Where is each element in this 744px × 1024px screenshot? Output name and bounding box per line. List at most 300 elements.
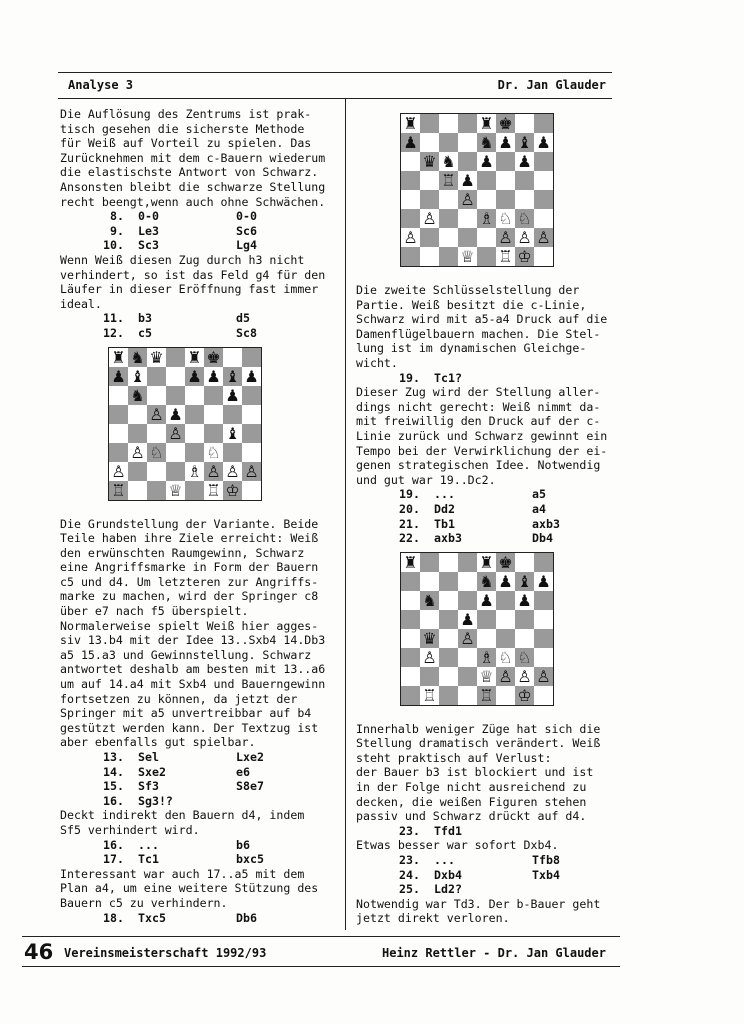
move-number: 13. xyxy=(103,750,124,764)
white-move: 0-0 xyxy=(138,209,159,224)
chess-piece-icon: ♙ xyxy=(536,666,551,686)
board-square xyxy=(458,591,477,610)
board-square xyxy=(496,610,515,629)
board-square xyxy=(166,367,185,386)
footer-left: Vereinsmeisterschaft 1992/93 xyxy=(64,946,267,960)
board-square xyxy=(458,114,477,133)
board-square xyxy=(185,424,204,443)
footer-rule-top xyxy=(22,936,620,937)
text-line: Partie. Weiß besitzt die c-Linie, xyxy=(356,297,587,312)
board-square xyxy=(515,610,534,629)
chess-piece-icon: ♘ xyxy=(517,209,532,228)
chess-piece-icon: ♞ xyxy=(130,347,145,367)
board-square xyxy=(534,114,553,133)
chess-piece-icon: ♙ xyxy=(403,228,418,247)
chess-piece-icon: ♟ xyxy=(403,133,418,152)
board-square xyxy=(534,190,553,209)
board-square xyxy=(477,190,496,209)
chess-piece-icon: ♛ xyxy=(149,347,164,367)
white-move: ... xyxy=(138,837,159,852)
text-line: Springer mit a5 unvertreibbar auf b4 xyxy=(60,706,312,721)
white-move: Tfd1 xyxy=(434,823,462,838)
board-square xyxy=(109,386,128,405)
board-square xyxy=(534,247,553,266)
black-move: axb3 xyxy=(532,516,560,531)
chess-piece-icon: ♟ xyxy=(517,152,532,171)
chess-piece-icon: ♟ xyxy=(168,404,183,424)
chess-piece-icon: ♔ xyxy=(225,480,240,500)
board-square xyxy=(420,610,439,629)
move-number: 14. xyxy=(103,764,124,779)
text-line: mit freiwillig den Druck auf der c- xyxy=(356,414,601,429)
black-move: b6 xyxy=(236,837,250,852)
chess-piece-icon: ♞ xyxy=(130,385,145,405)
text-line: fortsetzen zu können, da jetzt der xyxy=(60,691,298,706)
board-square xyxy=(439,648,458,667)
board-square xyxy=(477,247,496,266)
black-move: Db4 xyxy=(532,531,553,546)
move-row xyxy=(60,765,342,780)
black-move: Lg4 xyxy=(236,238,257,253)
move-number: 16. xyxy=(103,837,124,852)
text-line: wicht. xyxy=(356,355,398,370)
chess-piece-icon: ♕ xyxy=(479,666,494,686)
chess-piece-icon: ♙ xyxy=(517,228,532,247)
move-number: 22. xyxy=(399,531,420,546)
text-line: Schwarz wird mit a5-a4 Druck auf die xyxy=(356,312,608,327)
chess-piece-icon: ♘ xyxy=(149,442,164,462)
board-square xyxy=(242,424,261,443)
header-right: Dr. Jan Glauder xyxy=(497,78,606,92)
board-square xyxy=(147,424,166,443)
chess-piece-icon: ♙ xyxy=(244,461,259,481)
board-square xyxy=(477,610,496,629)
board-square xyxy=(439,629,458,648)
move-row xyxy=(356,853,626,868)
chess-piece-icon: ♙ xyxy=(460,190,475,209)
footer-right: Heinz Rettler - Dr. Jan Glauder xyxy=(382,946,606,960)
board-square xyxy=(242,405,261,424)
move-row xyxy=(356,371,626,386)
chess-piece-icon: ♖ xyxy=(441,171,456,190)
page-header xyxy=(58,78,612,98)
text-line: Interessant war auch 17..a5 mit dem xyxy=(60,866,305,881)
text-line: die elastischste Antwort von Schwarz. xyxy=(60,165,319,180)
move-number: 19. xyxy=(399,487,420,502)
move-row xyxy=(356,824,626,839)
chess-piece-icon: ♙ xyxy=(517,666,532,686)
white-move: Tb1 xyxy=(434,516,455,531)
chess-piece-icon: ♝ xyxy=(130,366,145,386)
white-move: ... xyxy=(434,487,455,502)
board-square xyxy=(534,610,553,629)
board-square xyxy=(534,686,553,705)
black-move: a5 xyxy=(532,487,546,502)
board-square xyxy=(458,667,477,686)
board-square xyxy=(477,228,496,247)
text-line: Plan a4, um eine weitere Stützung des xyxy=(60,881,319,896)
board-square xyxy=(185,481,204,500)
board-square xyxy=(496,152,515,171)
text-line: über e7 nach f5 überspielt. xyxy=(60,604,249,619)
move-number: 19. xyxy=(399,370,420,385)
move-row xyxy=(60,326,342,341)
board-square xyxy=(166,348,185,367)
board-square xyxy=(534,591,553,610)
black-move: 0-0 xyxy=(236,209,257,224)
black-move: d5 xyxy=(236,311,250,326)
left-column xyxy=(60,107,342,925)
text-line: Wenn Weiß diesen Zug durch h3 nicht xyxy=(60,252,305,267)
text-line: Sf5 verhindert wird. xyxy=(60,822,200,837)
board-square xyxy=(128,462,147,481)
board-square xyxy=(128,405,147,424)
board-square xyxy=(458,152,477,171)
chess-piece-icon: ♟ xyxy=(536,571,551,591)
white-move: Txc5 xyxy=(138,910,166,925)
board-square xyxy=(534,171,553,190)
move-number: 12. xyxy=(103,325,124,340)
move-number: 25. xyxy=(399,882,420,897)
chess-piece-icon: ♝ xyxy=(225,366,240,386)
chess-piece-icon: ♘ xyxy=(498,647,513,667)
black-move: Txb4 xyxy=(532,867,560,882)
board-square xyxy=(496,190,515,209)
text-line: Teile haben ihre Ziele erreicht: Weiß xyxy=(60,531,319,546)
chess-piece-icon: ♜ xyxy=(187,347,202,367)
board-square xyxy=(439,228,458,247)
text-line: und gut war 19..Dc2. xyxy=(356,472,496,487)
text-line: Dieser Zug wird der Stellung aller- xyxy=(356,385,601,400)
text-line: Damenflügelbauern machen. Die Stel- xyxy=(356,326,601,341)
text-line: c5 und d4. Um letzteren zur Angriffs- xyxy=(60,574,319,589)
board-square xyxy=(458,686,477,705)
move-row xyxy=(60,911,342,926)
chess-piece-icon: ♞ xyxy=(479,571,494,591)
board-square xyxy=(401,667,420,686)
chess-piece-icon: ♟ xyxy=(111,366,126,386)
board-square xyxy=(242,386,261,405)
chess-piece-icon: ♟ xyxy=(498,571,513,591)
chess-piece-icon: ♟ xyxy=(225,385,240,405)
chess-piece-icon: ♕ xyxy=(168,480,183,500)
text-line: Ansonsten bleibt die schwarze Stellung xyxy=(60,179,326,194)
board-square xyxy=(496,629,515,648)
text-line: in der Folge nicht ausreichend zu xyxy=(356,780,587,795)
board-square xyxy=(439,133,458,152)
text-line: Normalerweise spielt Weiß hier agges- xyxy=(60,618,319,633)
board-square xyxy=(401,629,420,648)
move-row xyxy=(60,238,342,253)
white-move: Sel xyxy=(138,750,159,764)
black-move: e6 xyxy=(236,764,250,779)
chess-piece-icon: ♖ xyxy=(111,480,126,500)
move-number: 18. xyxy=(103,910,124,925)
board-square xyxy=(458,228,477,247)
move-number: 16. xyxy=(103,793,124,808)
right-column xyxy=(356,107,626,926)
move-number: 8. xyxy=(110,209,124,224)
board-square xyxy=(515,629,534,648)
chess-piece-icon: ♘ xyxy=(498,209,513,228)
board-square xyxy=(401,610,420,629)
board-square xyxy=(147,367,166,386)
move-row xyxy=(356,502,626,517)
board-square xyxy=(166,386,185,405)
chess-piece-icon: ♟ xyxy=(187,366,202,386)
move-number: 10. xyxy=(103,238,124,253)
text-line: Die Auflösung des Zentrums ist prak- xyxy=(60,107,312,121)
text-line: Innerhalb weniger Züge hat sich die xyxy=(356,721,601,736)
move-row xyxy=(60,750,342,765)
board-square xyxy=(496,686,515,705)
text-line: Die Grundstellung der Variante. Beide xyxy=(60,516,319,531)
board-square xyxy=(166,462,185,481)
chess-piece-icon: ♟ xyxy=(244,366,259,386)
move-number: 11. xyxy=(103,311,124,326)
board-square xyxy=(147,481,166,500)
chess-piece-icon: ♟ xyxy=(536,133,551,152)
board-square xyxy=(439,553,458,572)
move-number: 9. xyxy=(110,223,124,238)
chess-piece-icon: ♙ xyxy=(498,228,513,247)
chess-piece-icon: ♕ xyxy=(460,247,475,266)
board-square xyxy=(439,114,458,133)
board-square xyxy=(439,209,458,228)
white-move: Sg3!? xyxy=(138,793,173,808)
chess-piece-icon: ♟ xyxy=(479,590,494,610)
text-line: dings nicht gerecht: Weiß nimmt da- xyxy=(356,399,601,414)
board-square xyxy=(401,209,420,228)
move-row xyxy=(356,487,626,502)
move-number: 23. xyxy=(399,823,420,838)
board-square xyxy=(420,247,439,266)
chess-piece-icon: ♙ xyxy=(130,442,145,462)
white-move: Tc1? xyxy=(434,370,462,385)
chess-piece-icon: ♝ xyxy=(517,133,532,152)
chess-piece-icon: ♟ xyxy=(460,171,475,190)
white-move: Sc3 xyxy=(138,238,159,253)
column-divider xyxy=(345,98,346,930)
board-square xyxy=(439,686,458,705)
chess-piece-icon: ♔ xyxy=(517,685,532,705)
board-square xyxy=(477,629,496,648)
text-line: gestützt werden kann. Der Textzug ist xyxy=(60,720,319,735)
chess-piece-icon: ♙ xyxy=(460,628,475,648)
move-row xyxy=(60,311,342,326)
black-move: Sc8 xyxy=(236,325,257,340)
chess-piece-icon: ♗ xyxy=(479,209,494,228)
chess-piece-icon: ♟ xyxy=(206,366,221,386)
chess-piece-icon: ♜ xyxy=(479,552,494,572)
board-square xyxy=(185,405,204,424)
board-square xyxy=(534,629,553,648)
chess-piece-icon: ♚ xyxy=(206,347,221,367)
board-square xyxy=(439,591,458,610)
board-square xyxy=(147,386,166,405)
chess-piece-icon: ♖ xyxy=(498,247,513,266)
chess-piece-icon: ♞ xyxy=(441,152,456,171)
move-number: 21. xyxy=(399,516,420,531)
chess-piece-icon: ♚ xyxy=(498,114,513,133)
text-line: decken, die weißen Figuren stehen xyxy=(356,794,587,809)
board-square xyxy=(242,443,261,462)
chess-piece-icon: ♔ xyxy=(517,247,532,266)
move-row xyxy=(60,794,342,809)
board-square xyxy=(223,443,242,462)
board-square xyxy=(223,348,242,367)
text-line: der Bauer b3 ist blockiert und ist xyxy=(356,765,594,780)
text-line: marke zu machen, wird der Springer c8 xyxy=(60,589,319,604)
move-row xyxy=(356,517,626,532)
board-square xyxy=(534,152,553,171)
header-rule-top xyxy=(58,72,612,73)
chess-piece-icon: ♙ xyxy=(168,423,183,443)
board-square xyxy=(109,405,128,424)
black-move: bxc5 xyxy=(236,852,264,867)
chess-piece-icon: ♟ xyxy=(517,590,532,610)
chess-piece-icon: ♛ xyxy=(422,152,437,171)
board-square xyxy=(420,572,439,591)
black-move: Lxe2 xyxy=(236,750,264,764)
text-line: lung ist im dynamischen Gleichge- xyxy=(356,341,587,356)
text-line: Die zweite Schlüsselstellung der xyxy=(356,283,580,297)
board-square xyxy=(496,171,515,190)
footer-rule-bottom xyxy=(22,966,620,967)
black-move: S8e7 xyxy=(236,779,264,794)
board-square xyxy=(439,190,458,209)
chess-piece-icon: ♙ xyxy=(422,647,437,667)
move-number: 17. xyxy=(103,852,124,867)
text-line: Stellung dramatisch verändert. Weiß xyxy=(356,736,601,751)
board-square xyxy=(420,553,439,572)
chess-piece-icon: ♗ xyxy=(479,647,494,667)
chess-piece-icon: ♜ xyxy=(403,114,418,133)
board-square xyxy=(420,190,439,209)
page-number: 46 xyxy=(24,940,54,964)
text-line: jetzt direkt verloren. xyxy=(356,911,510,926)
white-move: Sxe2 xyxy=(138,764,166,779)
text-line: Läufer in dieser Eröffnung fast immer xyxy=(60,282,319,297)
text-line: ideal. xyxy=(60,296,102,311)
board-square xyxy=(147,462,166,481)
chess-piece-icon: ♝ xyxy=(225,423,240,443)
board-square xyxy=(401,686,420,705)
chess-piece-icon: ♛ xyxy=(422,628,437,648)
board-square xyxy=(185,443,204,462)
board-square xyxy=(223,405,242,424)
board-square xyxy=(534,553,553,572)
chess-piece-icon: ♟ xyxy=(498,133,513,152)
text-line: passiv und Schwarz drückt auf d4. xyxy=(356,809,587,824)
board-square xyxy=(515,190,534,209)
chess-piece-icon: ♙ xyxy=(422,209,437,228)
move-row xyxy=(356,882,626,897)
board-square xyxy=(534,648,553,667)
text-line: verhindert, so ist das Feld g4 für den xyxy=(60,267,326,282)
board-square xyxy=(439,247,458,266)
move-row xyxy=(60,852,342,867)
black-move: Tfb8 xyxy=(532,853,560,868)
move-row xyxy=(60,209,342,224)
header-left: Analyse 3 xyxy=(68,78,134,92)
chess-piece-icon: ♞ xyxy=(422,590,437,610)
text-line: Notwendig war Td3. Der b-Bauer geht xyxy=(356,896,601,911)
board-square xyxy=(401,572,420,591)
text-line: Tempo bei der Verwirklichung der ei- xyxy=(356,443,608,458)
text-line: antwortet deshalb am besten mit 13..a6 xyxy=(60,662,326,677)
white-move: Tc1 xyxy=(138,852,159,867)
board-square xyxy=(420,667,439,686)
text-line: aber ebenfalls gut spielbar. xyxy=(60,735,256,750)
white-move: b3 xyxy=(138,311,152,326)
board-square xyxy=(515,171,534,190)
chess-piece-icon: ♙ xyxy=(225,461,240,481)
move-number: 23. xyxy=(399,853,420,868)
board-square xyxy=(420,228,439,247)
white-move: axb3 xyxy=(434,531,462,546)
move-row xyxy=(60,779,342,794)
board-square xyxy=(204,386,223,405)
board-square xyxy=(401,190,420,209)
move-row xyxy=(356,868,626,883)
board-square xyxy=(420,133,439,152)
white-move: Dxb4 xyxy=(434,867,462,882)
board-square xyxy=(534,209,553,228)
board-square xyxy=(477,171,496,190)
board-square xyxy=(128,481,147,500)
chess-piece-icon: ♜ xyxy=(111,347,126,367)
chess-piece-icon: ♘ xyxy=(517,647,532,667)
board-square xyxy=(401,591,420,610)
board-square xyxy=(496,591,515,610)
board-square xyxy=(515,114,534,133)
board-square xyxy=(439,572,458,591)
board-square xyxy=(128,424,147,443)
board-square xyxy=(242,348,261,367)
black-move: a4 xyxy=(532,501,546,516)
board-square xyxy=(420,114,439,133)
board-square xyxy=(401,171,420,190)
board-square xyxy=(458,572,477,591)
board-square xyxy=(109,443,128,462)
text-line: tisch gesehen die sicherste Methode xyxy=(60,121,305,136)
text-line: Etwas besser war sofort Dxb4. xyxy=(356,838,559,853)
chess-diagram xyxy=(400,113,554,267)
board-square xyxy=(401,152,420,171)
chess-piece-icon: ♞ xyxy=(479,133,494,152)
black-move: Sc6 xyxy=(236,223,257,238)
chess-piece-icon: ♖ xyxy=(206,480,221,500)
board-square xyxy=(458,133,477,152)
board-square xyxy=(515,553,534,572)
white-move: Ld2? xyxy=(434,882,462,897)
text-line: recht beengt,wenn auch ohne Schwächen. xyxy=(60,194,326,209)
black-move: Db6 xyxy=(236,910,257,925)
board-square xyxy=(185,386,204,405)
board-square xyxy=(204,405,223,424)
chess-piece-icon: ♙ xyxy=(149,404,164,424)
chess-piece-icon: ♗ xyxy=(187,461,202,481)
header-rule-bottom xyxy=(58,98,612,99)
chess-piece-icon: ♘ xyxy=(206,442,221,462)
chess-piece-icon: ♟ xyxy=(460,609,475,629)
board-square xyxy=(401,247,420,266)
text-line: Deckt indirekt den Bauern d4, indem xyxy=(60,808,305,823)
chess-diagram xyxy=(400,552,554,706)
move-number: 20. xyxy=(399,501,420,516)
board-square xyxy=(458,648,477,667)
